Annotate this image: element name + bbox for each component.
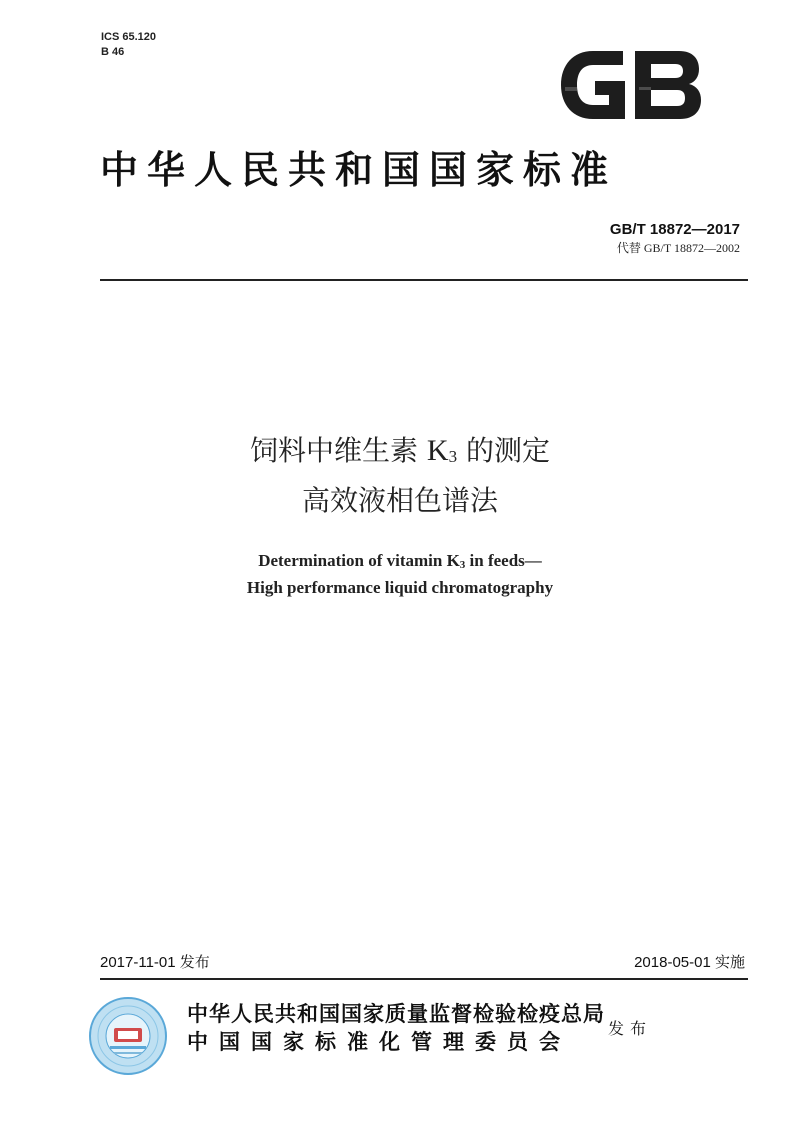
ccs-code: B 46 — [101, 46, 125, 58]
classification-codes — [101, 30, 156, 60]
implementation-date: 2018-05-01 实施 — [634, 954, 745, 971]
publish-label: 发布 — [608, 1019, 653, 1038]
chinese-title-k: K — [426, 434, 449, 467]
ics-code: ICS 65.120 — [101, 31, 157, 43]
english-title-subscript: 3 — [459, 559, 466, 571]
issue-date: 2017-11-01 发布 — [100, 954, 210, 971]
issuer-sac: 中国国家标准化管理委员会 — [187, 1029, 571, 1054]
bottom-divider — [100, 978, 748, 980]
standard-number-block — [610, 220, 740, 256]
english-title-suffix: in feeds— — [465, 551, 542, 570]
anti-counterfeit-seal-icon — [88, 996, 168, 1076]
issuer-aqsiq: 中华人民共和国国家质量监督检验检疫总局 — [187, 1001, 605, 1026]
chinese-title-line1 — [0, 432, 800, 476]
gb-logo — [555, 47, 705, 123]
english-title-line1 — [0, 549, 800, 577]
top-divider — [100, 279, 748, 281]
chinese-title-subscript: 3 — [448, 447, 458, 466]
national-standard-title: 中华人民共和国国家标准 — [100, 147, 618, 192]
chinese-title-line2: 高效液相色谱法 — [301, 484, 498, 517]
english-title-line2: High performance liquid chromatography — [246, 578, 554, 597]
chinese-title-suffix: 的测定 — [465, 434, 550, 467]
standard-number: GB/T 18872—2017 — [609, 221, 740, 238]
chinese-title-prefix: 饲料中维生素 — [249, 434, 418, 467]
english-title-prefix: Determination of vitamin K — [258, 551, 460, 570]
replaces-standard: 代替 GB/T 18872—2002 — [616, 241, 740, 255]
